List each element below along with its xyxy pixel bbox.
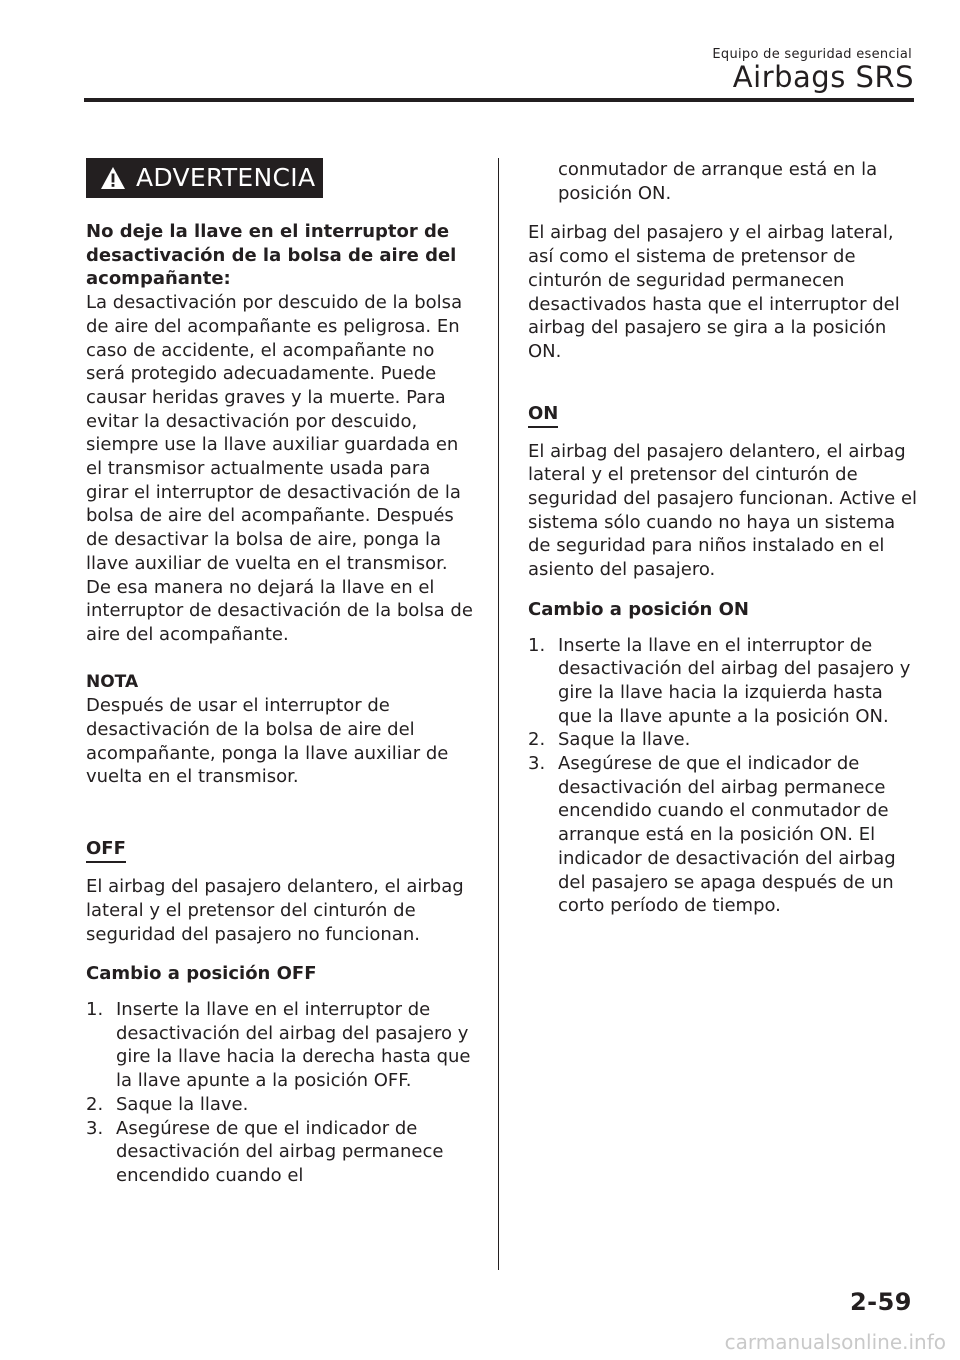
- step-number: 1.: [86, 998, 104, 1020]
- warning-label: [86, 158, 323, 198]
- warning-label-text: ADVERTENCIA: [136, 163, 316, 193]
- on-heading: ON: [528, 403, 558, 428]
- warning-title: No deje la llave en el interruptor de desactivación de la bolsa de aire del acompañante:: [86, 221, 457, 290]
- list-item: [86, 1117, 474, 1188]
- page-number: 2-59: [849, 1288, 912, 1316]
- list-item: [528, 728, 918, 752]
- step-number: 2.: [86, 1093, 104, 1115]
- warning-body: La desactivación por descuido de la bolsa de aire del acompañante es peligrosa. En caso de accidente, el acompañante no será protegido adecuadamente. Puede causar heridas graves y la muerte. Para evitar la desactivación por descuido, siempre use la llave auxiliar guardada en el transmisor actualmente usada para girar el interruptor de desactivación de la bolsa de aire del acompañante. Después de desactivar la bolsa de aire, ponga la llave auxiliar de vuelta en el transmisor. De esa manera no dejará la llave en el interruptor de desactivación de la bolsa de aire del acompañante.: [86, 292, 473, 645]
- list-item: [528, 634, 918, 729]
- watermark: carmanualsonline.info: [724, 1330, 946, 1354]
- header-rule: [84, 98, 914, 102]
- step-text: Saque la llave.: [558, 729, 691, 751]
- off-steps: [86, 998, 474, 1188]
- off-body: El airbag del pasajero delantero, el airbag lateral y el pretensor del cinturón de seguridad del pasajero no funcionan.: [86, 876, 464, 945]
- note-label: NOTA: [86, 671, 139, 692]
- off-heading: OFF: [86, 838, 126, 863]
- right-column: [528, 158, 918, 918]
- continued-step-text: conmutador de arranque está en la posición ON.: [558, 159, 878, 204]
- step-number: 3.: [528, 753, 546, 775]
- list-item: [528, 752, 918, 918]
- note-body: Después de usar el interruptor de desactivación de la bolsa de aire del acompañante, ponga la llave auxiliar de vuelta en el transmisor.: [86, 695, 449, 788]
- list-item: [86, 1093, 474, 1117]
- on-subheading: Cambio a posición ON: [528, 598, 750, 620]
- on-body: El airbag del pasajero delantero, el airbag lateral y el pretensor del cinturón de seguridad del pasajero funcionan. Active el sistema sólo cuando no haya un sistema de seguridad para niños instalado en el asiento del pasajero.: [528, 440, 918, 581]
- column-divider: [498, 158, 499, 1270]
- step-number: 3.: [86, 1117, 104, 1139]
- step-text: Saque la llave.: [116, 1093, 249, 1115]
- left-column: [86, 158, 474, 1188]
- warning-icon: [100, 166, 126, 190]
- deactivated-paragraph: El airbag del pasajero y el airbag lateral, así como el sistema de pretensor de cinturón de seguridad permanecen desactivados hasta que el interruptor del airbag del pasajero se gira a la posición ON.: [528, 222, 900, 362]
- step-text: Inserte la llave en el interruptor de desactivación del airbag del pasajero y gire la llave hacia la izquierda hasta que la llave apunte a la posición ON.: [558, 634, 911, 727]
- step-text: Asegúrese de que el indicador de desactivación del airbag permanece encendido cuando el: [116, 1117, 444, 1186]
- on-steps: [528, 634, 918, 918]
- step-text: Inserte la llave en el interruptor de desactivación del airbag del pasajero y gire la llave hacia la derecha hasta que la llave apunte a la posición OFF.: [116, 998, 471, 1092]
- header-section: Equipo de seguridad esencial: [712, 47, 912, 62]
- step-number: 2.: [528, 729, 546, 751]
- step-number: 1.: [528, 634, 546, 656]
- page-title: Airbags SRS: [732, 60, 914, 94]
- list-item: [86, 998, 474, 1093]
- off-subheading: Cambio a posición OFF: [86, 963, 317, 985]
- step-text: Asegúrese de que el indicador de desactivación del airbag permanece encendido cuando el conmutador de arranque está en la posición ON. El indicador de desactivación del airbag del pasajero se apaga después de un corto período de tiempo.: [558, 753, 896, 917]
